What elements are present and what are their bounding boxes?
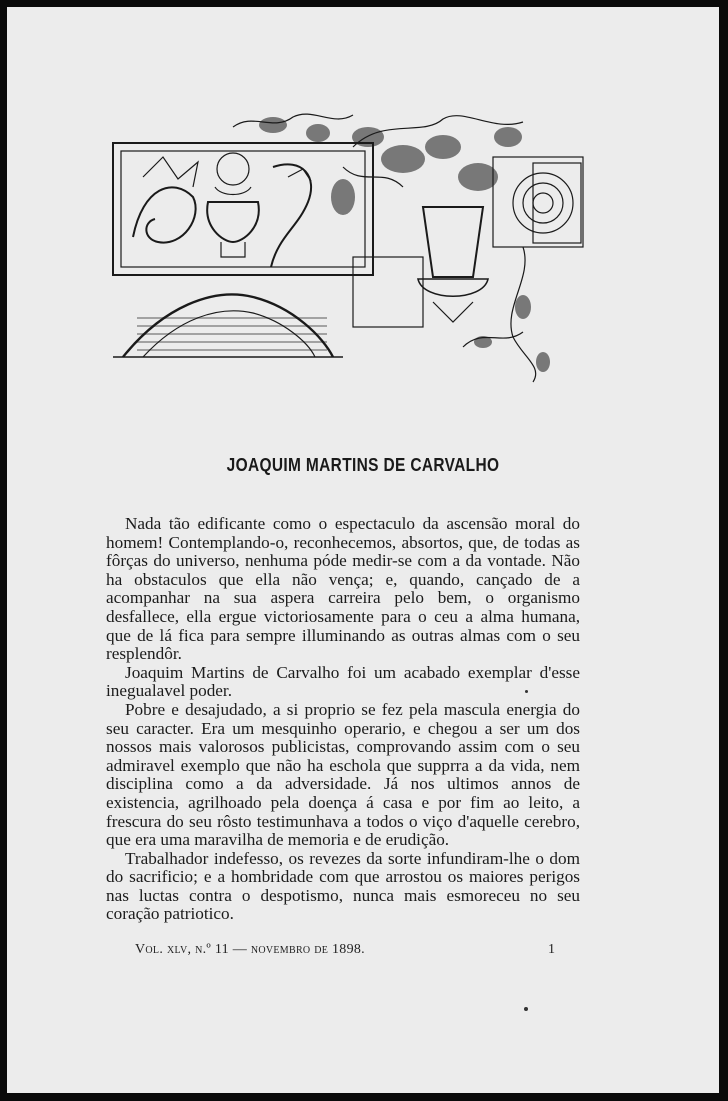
issue-line: Vol. xlv, n.º 11 — novembro de 1898. bbox=[135, 942, 365, 957]
page-number: 1 bbox=[548, 942, 555, 957]
ink-speck bbox=[525, 690, 528, 693]
article-title: JOAQUIM MARTINS DE CARVALHO bbox=[226, 455, 500, 475]
page-footer bbox=[135, 942, 555, 958]
paragraph: Joaquim Martins de Carvalho foi um acabado exemplar d'esse inegualavel poder. bbox=[106, 662, 580, 701]
paragraph: Pobre e desajudado, a si proprio se fez pela mascula energia do seu caracter. Era um mesquinho operario, e chegou a ser um dos nossos mais valorosos publicistas, comprovando assim com o seu admiravel exemplo que não ha eschola que supprra a da vida, nem disciplina como a da adversidade. Já nos ultimos annos de existencia, agrilhoado pela doença á casa e por fim ao leito, a frescura do seu rôsto testimunhava a todos o viço d'aquelle cerebro, que era uma maravilha de memoria e de erudição. bbox=[106, 699, 580, 850]
paragraph: Nada tão edificante como o espectaculo da ascensão moral do homem! Contemplando-o, reconhecemos, absortos, que, de todas as fôrças do universo, nenhuma póde medir-se com a da vontade. Não ha obstaculos que ella não vença; e, quando, cançado de a acompanhar na sua aspera carreira pelo bem, o organismo desfallece, ella ergue victoriosamente para o ceu a alma humana, que de lá fica para sempre illuminando as outras almas com o seu resplendôr. bbox=[106, 514, 580, 664]
article-body bbox=[106, 515, 580, 924]
ink-speck bbox=[524, 1007, 528, 1011]
paragraph: Trabalhador indefesso, os revezes da sorte infundiram-lhe o dom do sacrificio; e a hombridade com que arrostou os maiores perigos nas luctas contra o despotismo, nunca mais esmoreceu no seu coração patriotico. bbox=[106, 848, 580, 924]
printed-page bbox=[7, 7, 719, 1093]
ornamental-engraving bbox=[103, 107, 587, 389]
